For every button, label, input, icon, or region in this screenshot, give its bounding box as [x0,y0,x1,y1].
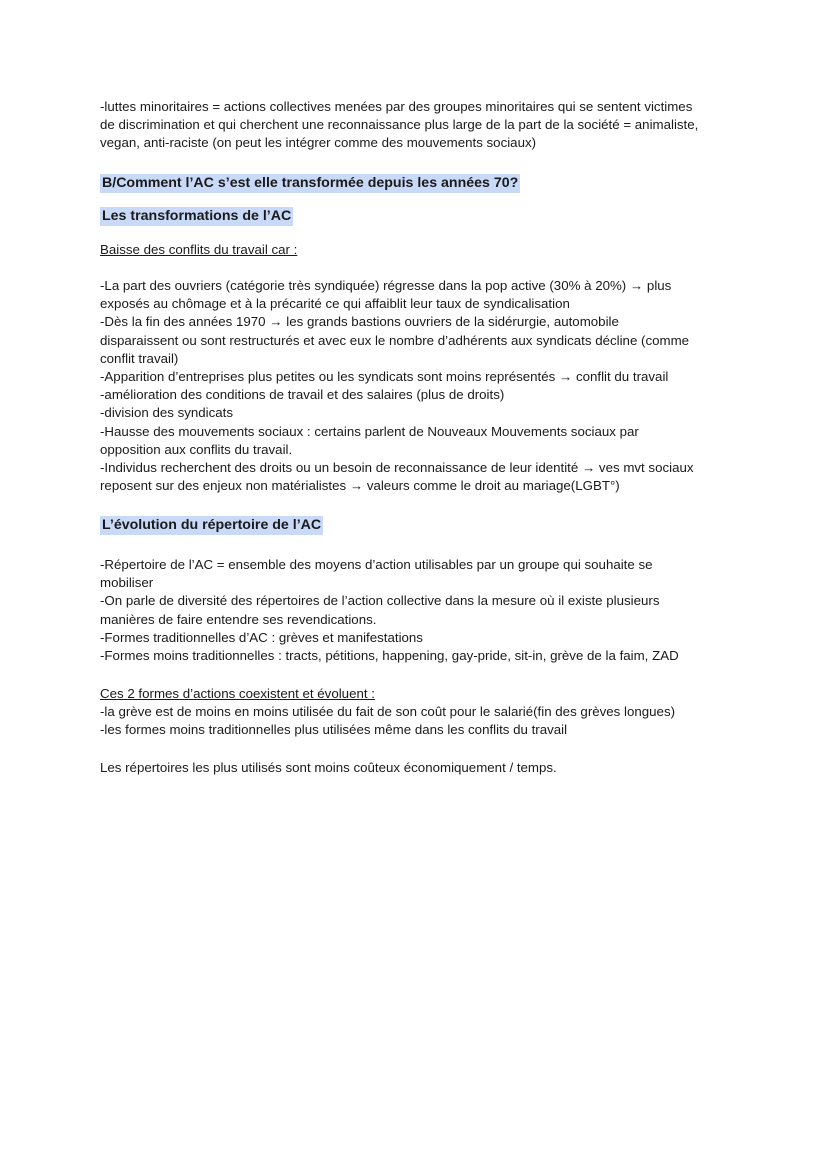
text-line: reposent sur des enjeux non matérialistes → valeurs comme le droit au mariage(LGBT°) [100,478,620,494]
text-line: mobiliser [100,575,154,591]
text-line: -Apparition d’entreprises plus petites ou les syndicats sont moins représentés → conflit du travail [100,369,669,385]
text-line: -Individus recherchent des droits ou un besoin de reconnaissance de leur identité → ves mvt sociaux [100,460,694,476]
intro-paragraph [100,98,740,153]
text-line: -division des syndicats [100,405,234,421]
text-line: -les formes moins traditionnelles plus utilisées même dans les conflits du travail [100,722,568,738]
subsection-heading: L’évolution du répertoire de l’AC [102,517,322,533]
section-heading: B/Comment l’AC s’est elle transformée depuis les années 70? [102,175,519,191]
text-line: opposition aux conflits du travail. [100,441,293,457]
transformations-list [100,277,740,495]
transformations-heading-block [100,207,740,225]
text-line: -La part des ouvriers (catégorie très syndiquée) régresse dans la pop active (30% à 20%) → plus [100,278,672,293]
text-line: -la grève est de moins en moins utilisée du fait de son coût pour le salarié(fin des grèves longues) [100,704,676,720]
underlined-subheading: Ces 2 formes d’actions coexistent et évoluent : [100,686,375,701]
text-line: disparaissent ou sont restructurés et avec eux le nombre d’adhérents aux syndicats décline (comme [100,332,690,348]
text-line: manières de faire entendre ses revendications. [100,611,377,627]
text-line: de discrimination et qui cherchent une reconnaissance plus large de la part de la société = animaliste, [100,117,699,133]
text-line: -luttes minoritaires = actions collectives menées par des groupes minoritaires qui se sentent victimes [100,99,693,114]
section-b-heading-block [100,174,740,192]
text-line: -Répertoire de l’AC = ensemble des moyens d’action utilisables par un groupe qui souhaite se [100,557,653,572]
text-line: -Hausse des mouvements sociaux : certains parlent de Nouveaux Mouvements sociaux par [100,423,639,439]
text-line: -Formes traditionnelles d’AC : grèves et manifestations [100,629,423,645]
text-line: exposés au chômage et à la précarité ce qui affaiblit leur taux de syndicalisation [100,296,570,312]
text-line: vegan, anti-raciste (on peut les intégrer comme des mouvements sociaux) [100,135,537,151]
text-line: -Formes moins traditionnelles : tracts, pétitions, happening, gay-pride, sit-in, grève de la faim, ZAD [100,648,679,664]
text-line: -On parle de diversité des répertoires de l’action collective dans la mesure où il existe plusieurs [100,593,660,609]
coexist-block [100,685,740,740]
conclusion-text: Les répertoires les plus utilisés sont moins coûteux économiquement / temps. [100,760,557,775]
transformations-subheading-block [100,241,740,259]
text-line: -Dès la fin des années 1970 → les grands bastions ouvriers de la sidérurgie, automobile [100,314,619,330]
evolution-heading-block [100,516,740,534]
underlined-subheading: Baisse des conflits du travail car : [100,242,298,257]
subsection-heading: Les transformations de l’AC [102,208,292,224]
conclusion-block [100,759,740,777]
text-line: conflit travail) [100,350,179,366]
evolution-list [100,556,740,665]
text-line: -amélioration des conditions de travail et des salaires (plus de droits) [100,387,505,403]
